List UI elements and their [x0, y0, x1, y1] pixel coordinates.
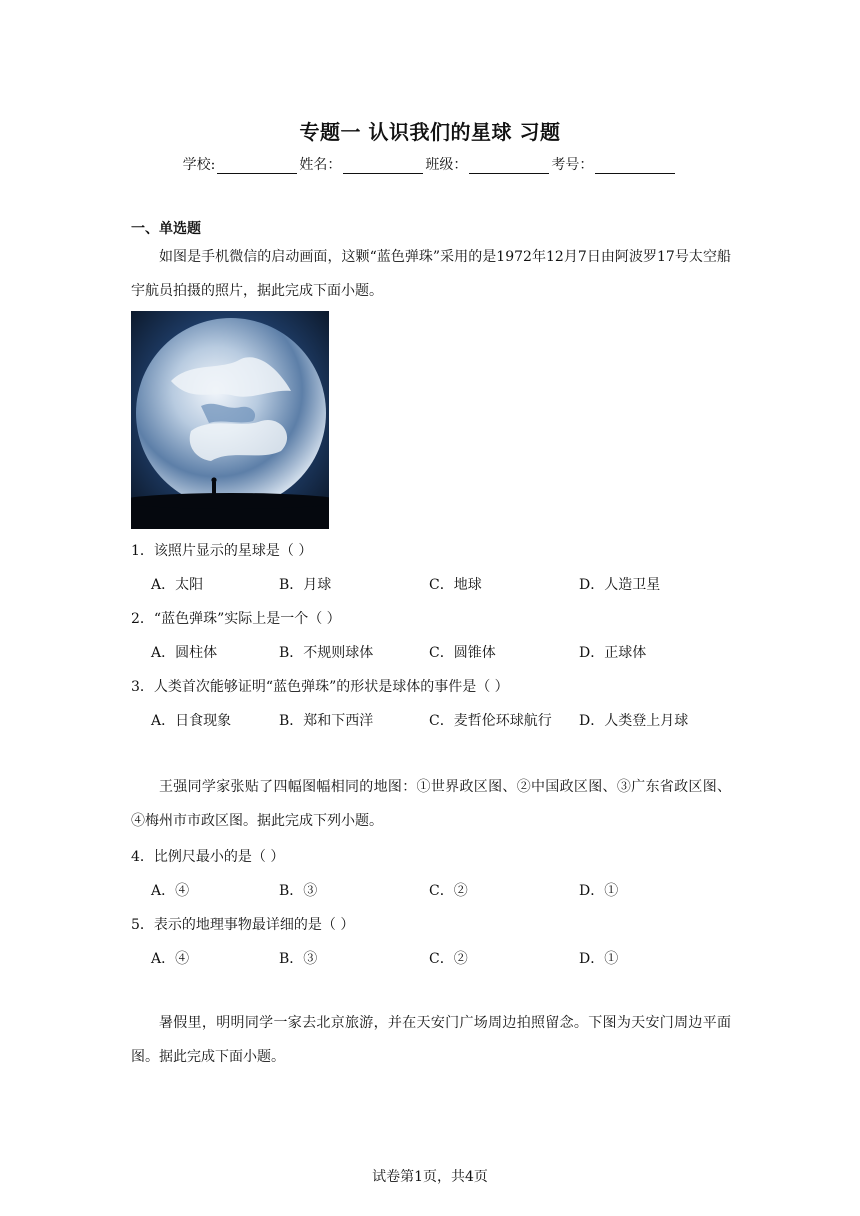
earth-photo — [131, 311, 329, 529]
question-5: 5．表示的地理事物最详细的是（ ） — [131, 917, 355, 933]
name-blank[interactable] — [343, 159, 423, 174]
q5-option-b[interactable]: B．③ — [279, 951, 318, 967]
q1-option-b[interactable]: B．月球 — [279, 577, 332, 593]
name-label: 姓名： — [299, 157, 342, 173]
q2-option-a[interactable]: A．圆柱体 — [151, 645, 218, 661]
class-blank[interactable] — [469, 159, 549, 174]
school-label: 学校: — [182, 157, 216, 173]
exam-no-label: 考号： — [551, 157, 594, 173]
q4-option-b[interactable]: B．③ — [279, 883, 318, 899]
question-2: 2．“蓝色弹珠”实际上是一个（ ） — [131, 611, 341, 627]
class-label: 班级： — [425, 157, 468, 173]
passage-tiananmen: 暑假里，明明同学一家去北京旅游，并在天安门广场周边拍照留念。下图为天安门周边平面图。据此完成下面小题。 — [131, 1015, 731, 1065]
q3-option-c[interactable]: C．麦哲伦环球航行 — [429, 713, 552, 729]
q4-option-c[interactable]: C．② — [429, 883, 468, 899]
school-blank[interactable] — [217, 159, 297, 174]
q5-option-d[interactable]: D．① — [579, 951, 619, 967]
section-heading: 一、单选题 — [131, 221, 201, 237]
page-footer: 试卷第1页，共4页 — [372, 1169, 488, 1185]
q5-option-c[interactable]: C．② — [429, 951, 468, 967]
question-3: 3．人类首次能够证明“蓝色弹珠”的形状是球体的事件是（ ） — [131, 679, 509, 695]
earth-illustration — [131, 311, 329, 529]
page-title: 专题一 认识我们的星球 习题 — [299, 120, 561, 144]
q5-option-a[interactable]: A．④ — [151, 951, 190, 967]
q1-option-c[interactable]: C．地球 — [429, 577, 482, 593]
q4-option-d[interactable]: D．① — [579, 883, 619, 899]
q3-option-a[interactable]: A．日食现象 — [151, 713, 232, 729]
student-info-line — [0, 154, 860, 174]
q2-option-b[interactable]: B．不规则球体 — [279, 645, 374, 661]
passage-maps: 王强同学家张贴了四幅图幅相同的地图：①世界政区图、②中国政区图、③广东省政区图、④梅州市市政区图。据此完成下列小题。 — [131, 779, 731, 829]
q3-option-b[interactable]: B．郑和下西洋 — [279, 713, 374, 729]
q1-option-a[interactable]: A．太阳 — [151, 577, 204, 593]
question-4: 4．比例尺最小的是（ ） — [131, 849, 285, 865]
passage-blue-marble: 如图是手机微信的启动画面，这颗“蓝色弹珠”采用的是1972年12月7日由阿波罗17号太空船宇航员拍摄的照片，据此完成下面小题。 — [131, 249, 731, 299]
q2-option-c[interactable]: C．圆锥体 — [429, 645, 496, 661]
q1-option-d[interactable]: D．人造卫星 — [579, 577, 661, 593]
q3-option-d[interactable]: D．人类登上月球 — [579, 713, 689, 729]
q4-option-a[interactable]: A．④ — [151, 883, 190, 899]
exam-no-blank[interactable] — [595, 159, 675, 174]
question-1: 1．该照片显示的星球是（ ） — [131, 543, 313, 559]
q2-option-d[interactable]: D．正球体 — [579, 645, 647, 661]
